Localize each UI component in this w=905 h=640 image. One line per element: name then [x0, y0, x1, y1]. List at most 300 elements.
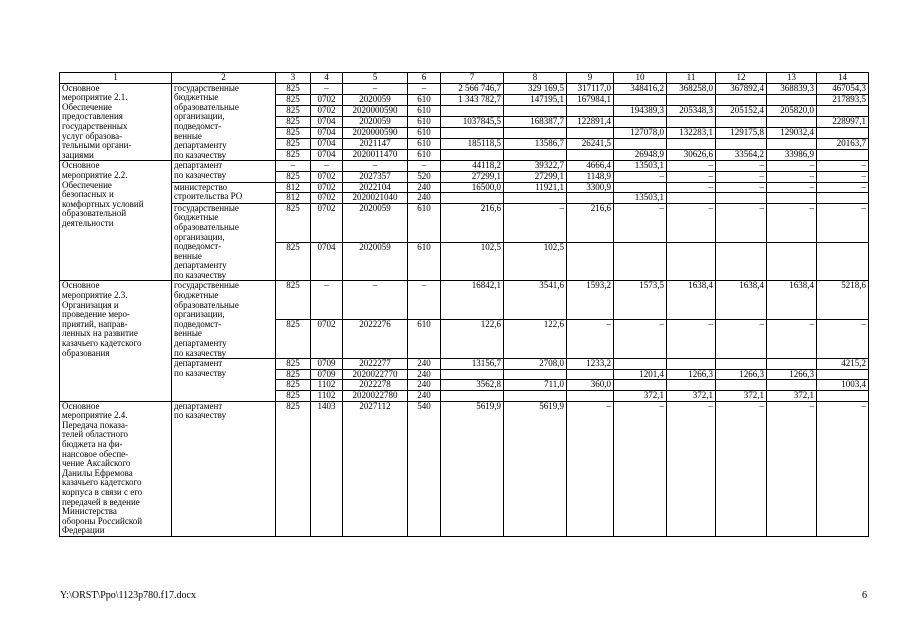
- data-cell: 2020022770: [343, 369, 408, 380]
- data-cell: –: [343, 161, 408, 172]
- cell-line: Министерства: [62, 506, 117, 517]
- data-cell: 610: [408, 150, 441, 161]
- data-cell: 0704: [311, 116, 343, 127]
- data-cell: 1403: [311, 401, 343, 536]
- data-cell: [767, 116, 817, 127]
- data-cell: –: [343, 281, 408, 320]
- cell-line: образовательные: [174, 299, 239, 310]
- data-cell: 1148,9: [567, 171, 614, 182]
- data-cell: [716, 193, 767, 204]
- data-cell: 1037845,5: [441, 116, 504, 127]
- data-cell: –: [817, 401, 869, 536]
- data-cell: 0702: [311, 203, 343, 242]
- data-cell: 825: [276, 401, 311, 536]
- data-cell: –: [311, 281, 343, 320]
- data-cell: [504, 105, 567, 116]
- data-cell: 3300,9: [567, 182, 614, 193]
- executor-cell: [172, 401, 276, 536]
- cell-line: по казачеству: [174, 149, 227, 160]
- cell-line: бюджетные: [174, 290, 219, 301]
- file-path: Y:\ORST\Ppo\1123p780.f17.docx: [60, 590, 196, 601]
- data-cell: [614, 116, 667, 127]
- data-cell: [614, 182, 667, 193]
- data-cell: 1 343 782,7: [441, 94, 504, 105]
- cell-line: Основное: [62, 401, 100, 411]
- data-cell: 348416,2: [614, 83, 667, 94]
- cell-line: предоставления: [62, 111, 123, 122]
- data-cell: 240: [408, 391, 441, 402]
- table-row: [60, 281, 869, 320]
- data-cell: 5619,9: [441, 401, 504, 536]
- cell-line: чение Аксайского: [62, 458, 131, 469]
- data-cell: 368258,0: [667, 83, 716, 94]
- data-cell: 13503,1: [614, 193, 667, 204]
- cell-line: подведомст-: [174, 120, 222, 131]
- data-cell: –: [311, 83, 343, 94]
- data-cell: –: [408, 281, 441, 320]
- data-cell: [614, 359, 667, 370]
- header-cell: 12: [716, 73, 767, 84]
- cell-line: организации,: [174, 231, 225, 242]
- header-row: [60, 73, 869, 84]
- data-cell: 610: [408, 105, 441, 116]
- data-cell: 2 566 746,7: [441, 83, 504, 94]
- data-cell: 39322,7: [504, 161, 567, 172]
- data-cell: [817, 150, 869, 161]
- data-cell: 228997,1: [817, 116, 869, 127]
- data-cell: 0702: [311, 105, 343, 116]
- header-cell: 13: [767, 73, 817, 84]
- data-cell: 1573,5: [614, 281, 667, 320]
- data-cell: [567, 242, 614, 281]
- data-cell: 4215,2: [817, 359, 869, 370]
- data-cell: 122,6: [504, 320, 567, 359]
- data-cell: –: [716, 182, 767, 193]
- data-cell: 240: [408, 193, 441, 204]
- measure-name-cell: [60, 83, 172, 161]
- data-cell: 825: [276, 242, 311, 281]
- data-cell: [504, 391, 567, 402]
- cell-line: бюджета на фи-: [62, 438, 123, 449]
- cell-line: по казачеству: [174, 269, 227, 280]
- data-cell: 825: [276, 359, 311, 370]
- data-cell: –: [767, 161, 817, 172]
- cell-line: мероприятие 2.1.: [62, 92, 128, 103]
- data-cell: –: [614, 171, 667, 182]
- cell-line: государственные: [174, 280, 239, 291]
- data-cell: 240: [408, 369, 441, 380]
- cell-line: организации,: [174, 111, 225, 122]
- cell-line: венные: [174, 250, 202, 261]
- data-cell: [667, 116, 716, 127]
- data-cell: –: [614, 320, 667, 359]
- data-cell: 825: [276, 203, 311, 242]
- cell-line: Федерации: [62, 525, 105, 536]
- executor-cell: [172, 161, 276, 182]
- data-cell: 711,0: [504, 380, 567, 391]
- budget-table: [59, 72, 869, 537]
- data-cell: [567, 127, 614, 138]
- data-cell: [716, 94, 767, 105]
- data-cell: 372,1: [716, 391, 767, 402]
- data-cell: [667, 359, 716, 370]
- data-cell: 825: [276, 83, 311, 94]
- cell-line: по казачеству: [174, 169, 227, 180]
- data-cell: [441, 369, 504, 380]
- cell-line: образования: [62, 347, 110, 358]
- data-cell: –: [767, 182, 817, 193]
- data-cell: 168387,7: [504, 116, 567, 127]
- header-cell: 2: [172, 73, 276, 84]
- table-row: [60, 182, 869, 193]
- data-cell: [567, 369, 614, 380]
- data-cell: [504, 150, 567, 161]
- data-cell: 825: [276, 380, 311, 391]
- data-cell: 610: [408, 242, 441, 281]
- cell-line: венные: [174, 130, 202, 141]
- data-cell: 825: [276, 94, 311, 105]
- data-cell: 2020059: [343, 242, 408, 281]
- data-cell: –: [817, 171, 869, 182]
- data-cell: 2022104: [343, 182, 408, 193]
- data-cell: 167984,1: [567, 94, 614, 105]
- cell-line: бюджетные: [174, 212, 219, 223]
- data-cell: 368839,3: [767, 83, 817, 94]
- data-cell: 1233,2: [567, 359, 614, 370]
- cell-line: подведомст-: [174, 241, 222, 252]
- data-cell: 2022276: [343, 320, 408, 359]
- data-cell: –: [716, 203, 767, 242]
- data-cell: 13503,1: [614, 161, 667, 172]
- cell-line: департаменту: [174, 338, 227, 349]
- data-cell: –: [767, 203, 817, 242]
- data-cell: 3562,8: [441, 380, 504, 391]
- data-cell: [817, 242, 869, 281]
- data-cell: [667, 193, 716, 204]
- data-cell: 0702: [311, 193, 343, 204]
- cell-line: Обеспечение: [62, 179, 112, 190]
- data-cell: [667, 139, 716, 150]
- data-cell: 825: [276, 105, 311, 116]
- data-cell: 372,1: [767, 391, 817, 402]
- data-cell: 610: [408, 94, 441, 105]
- data-cell: 27299,1: [441, 171, 504, 182]
- data-cell: 129175,8: [716, 127, 767, 138]
- cell-line: услуг образова-: [62, 130, 123, 141]
- data-cell: –: [667, 320, 716, 359]
- data-cell: 825: [276, 171, 311, 182]
- data-cell: [614, 380, 667, 391]
- executor-cell: [172, 182, 276, 203]
- data-cell: 1266,3: [767, 369, 817, 380]
- data-cell: 16842,1: [441, 281, 504, 320]
- data-cell: 610: [408, 139, 441, 150]
- data-cell: [767, 380, 817, 391]
- cell-line: обороны Российской: [62, 515, 143, 526]
- data-cell: 610: [408, 127, 441, 138]
- data-cell: –: [817, 320, 869, 359]
- table-row: [60, 83, 869, 94]
- data-cell: 2020021040: [343, 193, 408, 204]
- executor-cell: [172, 83, 276, 161]
- data-cell: 1003,4: [817, 380, 869, 391]
- data-cell: [817, 193, 869, 204]
- data-cell: 825: [276, 139, 311, 150]
- cell-line: казачьего кадетского: [62, 338, 142, 349]
- header-cell: 5: [343, 73, 408, 84]
- data-cell: 102,5: [504, 242, 567, 281]
- table-body: [60, 73, 869, 537]
- data-cell: 1102: [311, 380, 343, 391]
- data-cell: –: [567, 401, 614, 536]
- data-cell: 2022278: [343, 380, 408, 391]
- data-cell: 4666,4: [567, 161, 614, 172]
- data-cell: 2022277: [343, 359, 408, 370]
- data-cell: [567, 193, 614, 204]
- data-cell: –: [408, 161, 441, 172]
- executor-cell: [172, 203, 276, 281]
- data-cell: 1102: [311, 391, 343, 402]
- data-cell: 26948,9: [614, 150, 667, 161]
- data-cell: [441, 105, 504, 116]
- data-cell: –: [667, 182, 716, 193]
- header-cell: 4: [311, 73, 343, 84]
- data-cell: 132283,1: [667, 127, 716, 138]
- data-cell: [567, 105, 614, 116]
- data-cell: 20163,7: [817, 139, 869, 150]
- data-cell: 812: [276, 182, 311, 193]
- data-cell: –: [311, 161, 343, 172]
- measure-name-cell: [60, 161, 172, 281]
- data-cell: 825: [276, 281, 311, 320]
- data-cell: 44118,2: [441, 161, 504, 172]
- data-cell: 1593,2: [567, 281, 614, 320]
- cell-line: тельными органи-: [62, 140, 132, 151]
- cell-line: мероприятие 2.3.: [62, 290, 128, 301]
- data-cell: –: [817, 182, 869, 193]
- cell-line: образовательной: [62, 208, 127, 219]
- executor-cell: [172, 359, 276, 401]
- data-cell: –: [716, 320, 767, 359]
- data-cell: 372,1: [614, 391, 667, 402]
- data-cell: [716, 116, 767, 127]
- data-cell: 26241,5: [567, 139, 614, 150]
- cell-line: телей областного: [62, 429, 129, 440]
- data-cell: [567, 391, 614, 402]
- data-cell: 16500,0: [441, 182, 504, 193]
- data-cell: 13156,7: [441, 359, 504, 370]
- header-cell: 6: [408, 73, 441, 84]
- cell-line: министерство: [174, 182, 228, 192]
- data-cell: 0704: [311, 150, 343, 161]
- data-cell: [504, 369, 567, 380]
- cell-line: деятельности: [62, 217, 114, 228]
- cell-line: Данилы Ефремова: [62, 467, 133, 478]
- cell-line: по казачеству: [174, 347, 227, 358]
- cell-line: департамент: [174, 160, 223, 171]
- measure-name-cell: [60, 401, 172, 536]
- data-cell: 2021147: [343, 139, 408, 150]
- cell-line: образовательные: [174, 221, 239, 232]
- data-cell: –: [767, 320, 817, 359]
- data-cell: 0702: [311, 320, 343, 359]
- data-cell: 610: [408, 320, 441, 359]
- cell-line: департаменту: [174, 140, 227, 151]
- data-cell: 3541,6: [504, 281, 567, 320]
- data-cell: 0702: [311, 182, 343, 193]
- cell-line: корпуса в связи с его: [62, 486, 143, 497]
- data-cell: [441, 127, 504, 138]
- data-cell: –: [716, 171, 767, 182]
- header-cell: 8: [504, 73, 567, 84]
- data-cell: –: [817, 203, 869, 242]
- cell-line: безопасных и: [62, 189, 114, 200]
- data-cell: [441, 391, 504, 402]
- data-cell: 185118,5: [441, 139, 504, 150]
- data-cell: [817, 369, 869, 380]
- data-cell: –: [504, 203, 567, 242]
- data-cell: [667, 242, 716, 281]
- cell-line: зациями: [62, 149, 94, 160]
- cell-line: департаменту: [174, 260, 227, 271]
- header-cell: 1: [60, 73, 172, 84]
- data-cell: 610: [408, 116, 441, 127]
- measure-name-cell: [60, 281, 172, 401]
- data-cell: 825: [276, 369, 311, 380]
- data-cell: –: [567, 320, 614, 359]
- data-cell: 825: [276, 391, 311, 402]
- data-cell: 205820,0: [767, 105, 817, 116]
- data-cell: [716, 139, 767, 150]
- data-cell: 0709: [311, 359, 343, 370]
- data-cell: 2020000590: [343, 127, 408, 138]
- data-cell: 27299,1: [504, 171, 567, 182]
- cell-line: передачей в ведение: [62, 496, 140, 507]
- data-cell: 2020022780: [343, 391, 408, 402]
- cell-line: Обеспечение: [62, 101, 112, 112]
- data-cell: [817, 391, 869, 402]
- data-cell: [767, 242, 817, 281]
- cell-line: образовательные: [174, 101, 239, 112]
- data-cell: 2020011470: [343, 150, 408, 161]
- header-cell: 3: [276, 73, 311, 84]
- data-cell: –: [716, 161, 767, 172]
- cell-line: казачьего кадетского: [62, 477, 142, 488]
- data-cell: [767, 139, 817, 150]
- data-cell: 2708,0: [504, 359, 567, 370]
- data-cell: 2020059: [343, 116, 408, 127]
- cell-line: нансовое обеспе-: [62, 448, 129, 459]
- data-cell: 1201,4: [614, 369, 667, 380]
- data-cell: –: [343, 83, 408, 94]
- data-cell: 147195,1: [504, 94, 567, 105]
- data-cell: 127078,0: [614, 127, 667, 138]
- data-cell: 1266,3: [667, 369, 716, 380]
- table-row: [60, 203, 869, 242]
- data-cell: 825: [276, 116, 311, 127]
- data-cell: 11921,1: [504, 182, 567, 193]
- data-cell: 2020059: [343, 203, 408, 242]
- cell-line: венные: [174, 328, 202, 339]
- header-cell: 10: [614, 73, 667, 84]
- data-cell: [716, 242, 767, 281]
- data-cell: 194389,3: [614, 105, 667, 116]
- data-cell: [614, 242, 667, 281]
- data-cell: 0704: [311, 127, 343, 138]
- data-cell: 0702: [311, 171, 343, 182]
- data-cell: –: [767, 171, 817, 182]
- data-cell: –: [667, 161, 716, 172]
- page-number: 6: [862, 590, 867, 601]
- cell-line: Основное: [62, 280, 100, 291]
- data-cell: 0702: [311, 94, 343, 105]
- data-cell: 2020059: [343, 94, 408, 105]
- data-cell: [767, 94, 817, 105]
- table-row: [60, 359, 869, 370]
- cell-line: департамент: [174, 358, 223, 369]
- data-cell: 812: [276, 193, 311, 204]
- data-cell: 122,6: [441, 320, 504, 359]
- data-cell: 240: [408, 359, 441, 370]
- data-cell: –: [408, 83, 441, 94]
- cell-line: Основное: [62, 160, 100, 171]
- data-cell: –: [817, 161, 869, 172]
- data-cell: –: [614, 401, 667, 536]
- cell-line: по казачеству: [174, 367, 227, 378]
- data-cell: [767, 193, 817, 204]
- data-cell: [716, 359, 767, 370]
- cell-line: департамент: [174, 401, 223, 411]
- data-cell: 216,6: [441, 203, 504, 242]
- executor-cell: [172, 281, 276, 359]
- cell-line: Организация и: [62, 299, 119, 310]
- data-cell: 1638,4: [767, 281, 817, 320]
- data-cell: [667, 380, 716, 391]
- data-cell: –: [667, 401, 716, 536]
- data-cell: 122891,4: [567, 116, 614, 127]
- cell-line: ленных на развитие: [62, 328, 138, 339]
- data-cell: 317117,0: [567, 83, 614, 94]
- header-cell: 7: [441, 73, 504, 84]
- data-cell: 360,0: [567, 380, 614, 391]
- data-cell: [567, 150, 614, 161]
- data-cell: [817, 105, 869, 116]
- data-cell: 520: [408, 171, 441, 182]
- data-cell: [504, 193, 567, 204]
- data-cell: 467054,3: [817, 83, 869, 94]
- data-cell: 367892,4: [716, 83, 767, 94]
- data-cell: 825: [276, 127, 311, 138]
- data-cell: 216,6: [567, 203, 614, 242]
- data-cell: 329 169,5: [504, 83, 567, 94]
- data-cell: [716, 380, 767, 391]
- data-cell: 30626,6: [667, 150, 716, 161]
- data-cell: 217893,5: [817, 94, 869, 105]
- data-cell: [667, 94, 716, 105]
- data-cell: 825: [276, 150, 311, 161]
- data-cell: [441, 193, 504, 204]
- header-cell: 14: [817, 73, 869, 84]
- data-cell: [614, 139, 667, 150]
- cell-line: Основное: [62, 83, 100, 93]
- data-cell: [817, 127, 869, 138]
- cell-line: Передача показа-: [62, 419, 128, 430]
- data-cell: 5218,6: [817, 281, 869, 320]
- cell-line: организации,: [174, 309, 225, 320]
- data-cell: 825: [276, 320, 311, 359]
- data-cell: –: [716, 401, 767, 536]
- data-cell: 2020000590: [343, 105, 408, 116]
